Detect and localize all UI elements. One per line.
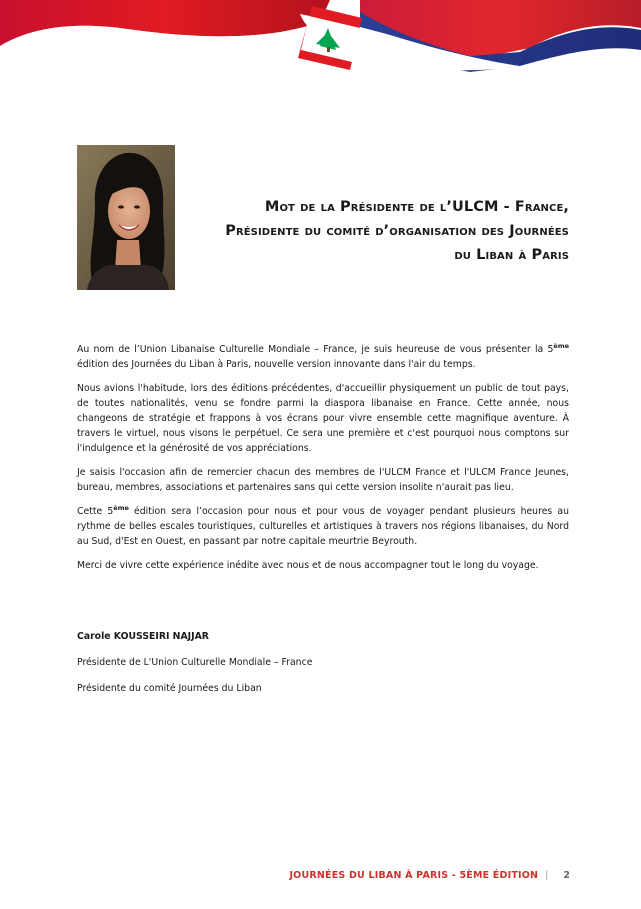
paragraph-1-start: Au nom de l’Union Libanaise Culturelle Mondiale – France, je suis heureuse de vous présenter la 5 — [77, 344, 554, 355]
footer-separator: | — [545, 870, 549, 881]
page-footer — [289, 870, 570, 881]
paragraph-4-start: Cette 5 — [77, 506, 114, 517]
paragraph-5: Merci de vivre cette expérience inédite avec nous et de nous accompagner tout le long du voyage. — [77, 560, 539, 571]
title-line-1: Mot de la Présidente de l’ULCM - France, — [264, 199, 569, 215]
page-title — [149, 195, 569, 267]
signatory-name: Carole KOUSSEIRI NAJJAR — [77, 631, 209, 642]
paragraph-1 — [77, 342, 569, 372]
signatory-role-2: Présidente du comité Journées du Liban — [77, 683, 262, 694]
ordinal-suffix: ème — [113, 503, 129, 512]
footer-title: JOURNÉES DU LIBAN À PARIS - 5ÈME ÉDITION — [289, 870, 539, 881]
title-line-3: du Liban à Paris — [454, 247, 569, 263]
signature-block — [77, 630, 497, 708]
page-number: 2 — [563, 870, 570, 881]
paragraph-3: Je saisis l'occasion afin de remercier chacun des membres de l'ULCM France et l'ULCM France Jeunes, bureau, membres, associations et partenaires sans qui cette version insolite n'aurait pas lieu. — [77, 467, 569, 493]
ordinal-suffix: ème — [553, 341, 569, 350]
paragraph-2: Nous avions l'habitude, lors des éditions précédentes, d'accueillir physiquement un public de tout pays, de toutes nationalités, venu se fondre parmi la diaspora libanaise en France. Cette année, nous changeons de stratégie et frappons à vos écrans pour vivre ensemble cette magnifique aventure. À travers le virtuel, nous visons le perpétuel. Ce sera une première et c'est pourquoi nous comptons sur l'indulgence et la générosité de vos appréciations. — [77, 383, 569, 454]
signatory-role-1: Présidente de L'Union Culturelle Mondiale – France — [77, 657, 313, 668]
paragraph-4 — [77, 504, 569, 549]
paragraph-1-end: édition des Journées du Liban à Paris, nouvelle version innovante dans l'air du temps. — [77, 359, 476, 370]
letter-body — [77, 342, 569, 582]
title-line-2: Présidente du comité d’organisation des Journées — [225, 223, 569, 239]
paragraph-4-end: édition sera l’occasion pour nous et pour vous de voyager pendant plusieurs heures au rythme de belles escales touristiques, culturelles et artistiques à travers nos régions libanaises, du Nord au Sud, d'Est en Ouest, en passant par notre capitale meurtrie Beyrouth. — [77, 506, 569, 547]
flag-banner-icon — [0, 0, 641, 80]
